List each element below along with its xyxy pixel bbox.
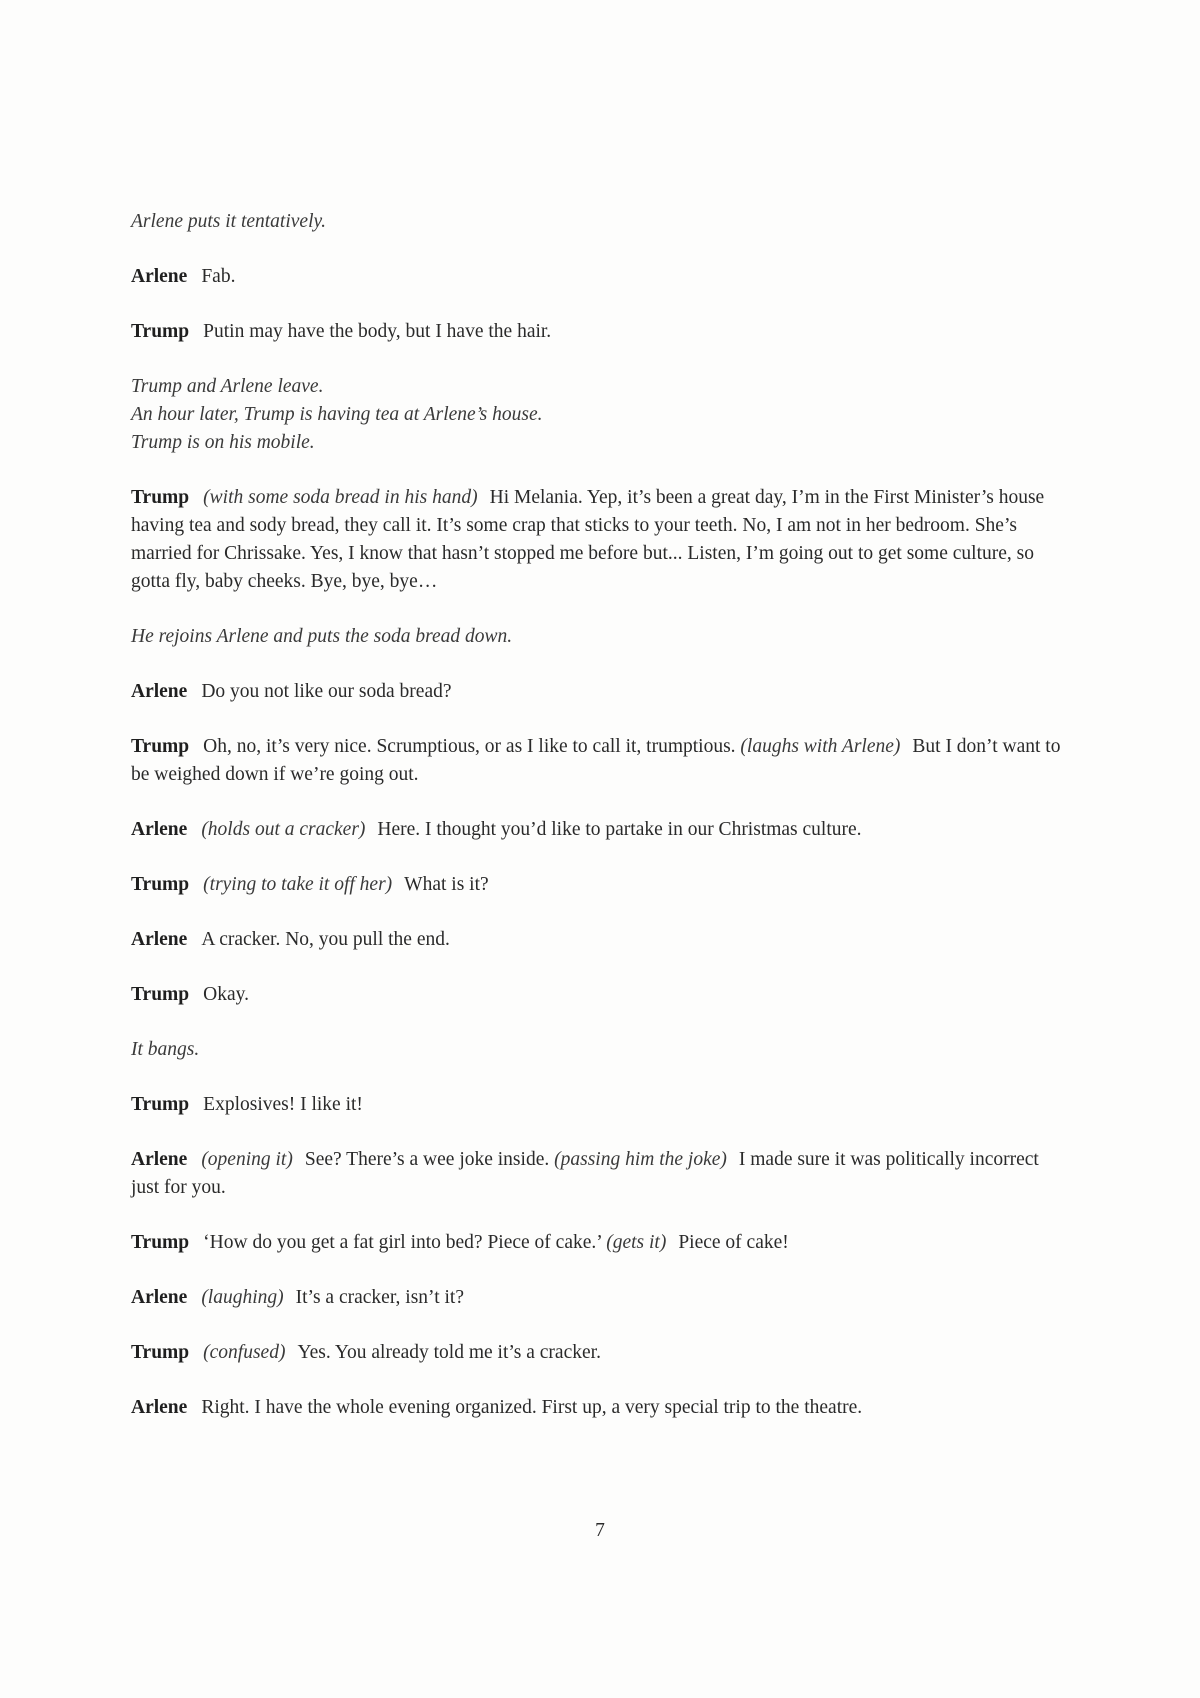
dialogue-line [131,1394,1071,1422]
dialogue-line [131,318,1071,346]
dialogue-text: Oh, no, it’s very nice. Scrumptious, or as I like to call it, trumptious. [203,736,736,757]
dialogue-line [131,1091,1071,1119]
speaker-name: Arlene [131,1149,188,1170]
stage-direction: Arlene puts it tentatively. [131,211,326,232]
dialogue-text: Putin may have the body, but I have the hair. [203,321,552,342]
dialogue-line [131,678,1071,706]
speaker-name: Trump [131,487,190,508]
parenthetical: (opening it) [201,1149,293,1170]
parenthetical: (laughing) [201,1287,284,1308]
speaker-name: Trump [131,984,190,1005]
speaker-name: Arlene [131,681,188,702]
speaker-name: Trump [131,1342,190,1363]
dialogue-text: It’s a cracker, isn’t it? [295,1287,464,1308]
parenthetical: (with some soda bread in his hand) [203,487,478,508]
speaker-name: Trump [131,874,190,895]
speaker-name: Arlene [131,929,188,950]
dialogue-line [131,263,1071,291]
dialogue-text: ‘How do you get a fat girl into bed? Piece of cake.’ [203,1232,602,1253]
dialogue-line [131,981,1071,1009]
dialogue-text: Hi Melania. Yep, it’s been a great day, I’m in the First Minister’s house having tea and sody bread, they call it. It’s some crap that sticks to your teeth. No, I am not in her bedroom. She’s married for Chrissake. Yes, I know that hasn’t stopped me before but... Listen, I’m going out to get some culture, so gotta fly, baby cheeks. Bye, bye, bye… [131,487,1045,592]
stage-direction-group [131,373,1071,457]
stage-direction: Trump and Arlene leave. [131,376,324,397]
dialogue-line [131,1229,1071,1257]
script-body [131,208,1071,1449]
dialogue-text: Fab. [201,266,236,287]
speaker-name: Arlene [131,1397,188,1418]
parenthetical: (gets it) [606,1232,667,1253]
dialogue-text: What is it? [404,874,489,895]
speaker-name: Trump [131,1094,190,1115]
dialogue-line [131,1284,1071,1312]
dialogue-text: Piece of cake! [678,1232,789,1253]
dialogue-text: Yes. You already told me it’s a cracker. [297,1342,601,1363]
dialogue-text: Here. I thought you’d like to partake in our Christmas culture. [377,819,862,840]
speaker-name: Trump [131,321,190,342]
dialogue-line [131,926,1071,954]
dialogue-text: See? There’s a wee joke inside. [304,1149,550,1170]
dialogue-line [131,484,1071,596]
page-number: 7 [595,1520,605,1541]
dialogue-text: Right. I have the whole evening organized. First up, a very special trip to the theatre. [201,1397,863,1418]
stage-direction: It bangs. [131,1039,200,1060]
dialogue-line [131,816,1071,844]
parenthetical: (holds out a cracker) [201,819,366,840]
speaker-name: Arlene [131,1287,188,1308]
speaker-name: Arlene [131,819,188,840]
dialogue-line [131,1146,1071,1202]
dialogue-line [131,1339,1071,1367]
parenthetical: (trying to take it off her) [203,874,393,895]
stage-direction: He rejoins Arlene and puts the soda bread down. [131,626,513,647]
stage-direction: An hour later, Trump is having tea at Arlene’s house. [131,404,543,425]
dialogue-text: I made sure it was politically incorrect just for you. [131,1149,1039,1198]
dialogue-line [131,871,1071,899]
dialogue-text: Do you not like our soda bread? [201,681,452,702]
speaker-name: Arlene [131,266,188,287]
dialogue-text: Okay. [203,984,250,1005]
parenthetical: (laughs with Arlene) [740,736,901,757]
dialogue-line [131,733,1071,789]
dialogue-text: A cracker. No, you pull the end. [201,929,450,950]
speaker-name: Trump [131,736,190,757]
parenthetical: (passing him the joke) [554,1149,727,1170]
speaker-name: Trump [131,1232,190,1253]
dialogue-text: Explosives! I like it! [203,1094,363,1115]
parenthetical: (confused) [203,1342,286,1363]
stage-direction: Trump is on his mobile. [131,432,315,453]
dialogue-text: But I don’t want to be weighed down if we’re going out. [131,736,1061,785]
